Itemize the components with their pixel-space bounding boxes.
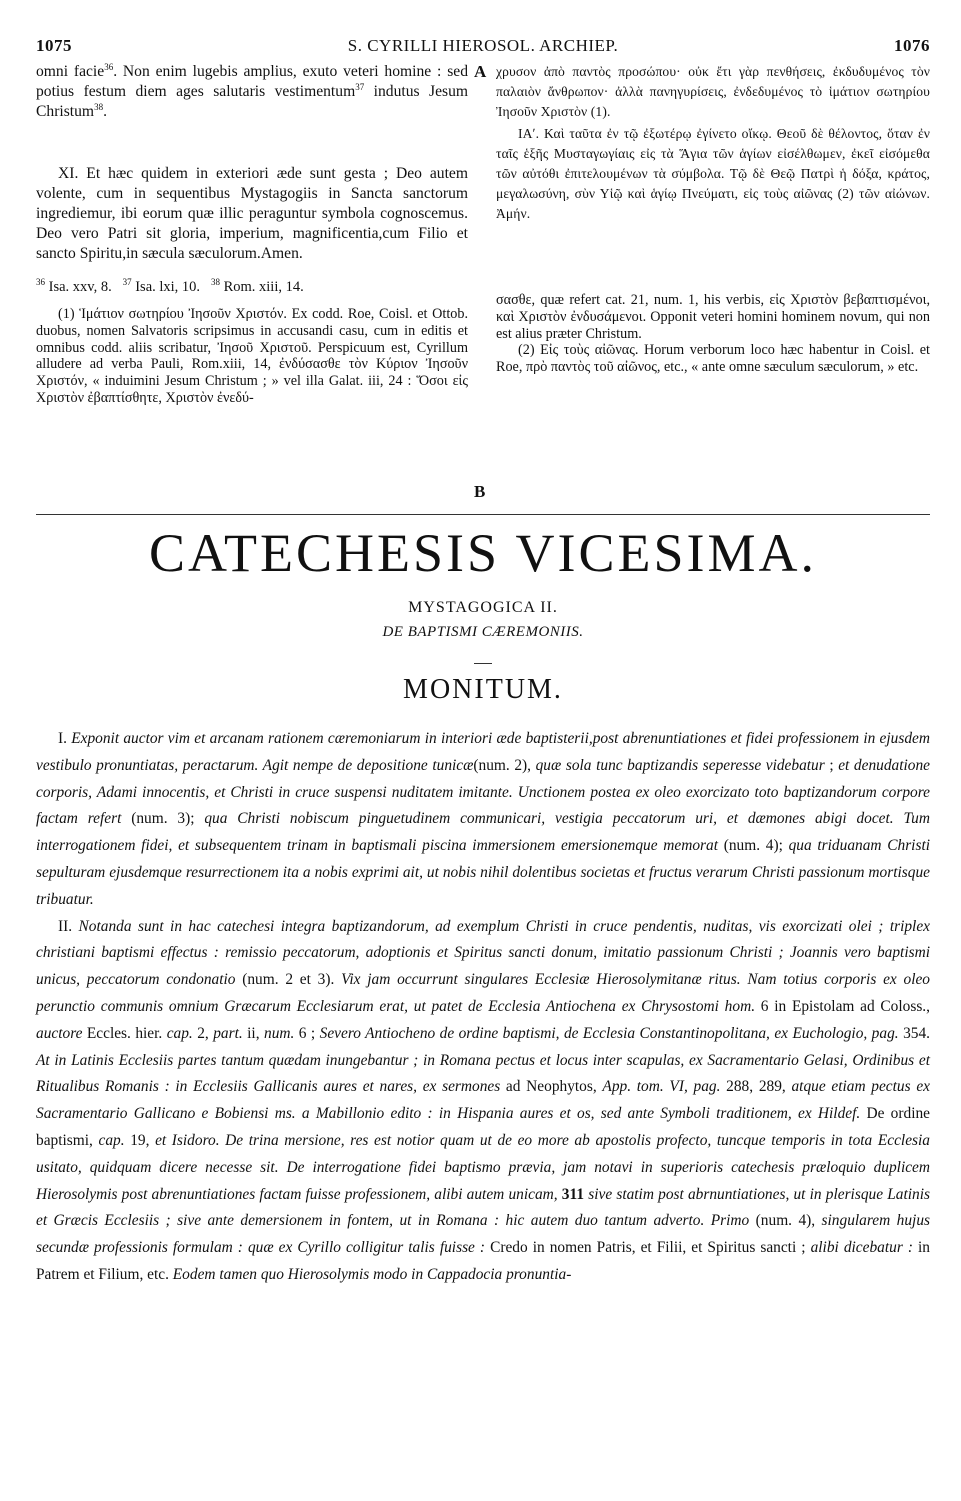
- running-header: [36, 36, 930, 62]
- greek-column: [496, 62, 930, 376]
- column-marker-a: A: [474, 62, 487, 81]
- catechesis-subtitle-2: DE BAPTISMI CÆREMONIIS.: [382, 624, 584, 640]
- footnote-1-continued: σασθε, quæ refert cat. 21, num. 1, his verbis, εἰς Χριστὸν βεβαπτισμένοι, καὶ Χριστὸν ἐνδυσάμενοι. Opponit veteri homini hominem novum, qui non est alius præter Christum.: [496, 292, 930, 342]
- catechesis-subtitle: MYSTAGOGICA II.: [408, 599, 558, 616]
- latin-paragraph-2: XI. Et hæc quidem in exteriori æde sunt gesta ; Deo autem volente, cum in sequentibus Mystagogiis in Sancta sanctorum ingrediemur, ibi eorum quæ illic peraguntur symbola cognoscemus. Deo vero Patri sit gloria, imperium, magnificentia,cum Filio et sancto Spiritu,in sæcula sæculorum.Amen.: [36, 165, 468, 262]
- title-dash: [474, 663, 492, 664]
- upper-columns: [36, 62, 930, 502]
- catechesis-title: CATECHESIS VICESIMA.: [148, 523, 818, 583]
- monitum-heading: MONITUM.: [403, 674, 563, 705]
- scripture-references: $^{36}$ Isa. xxv, 8. $^{37}$ Isa. lxi, 10. $^{38}$ Rom. xiii, 14.: [36, 277, 304, 295]
- monitum-body: [36, 726, 930, 1289]
- monitum-paragraph-1: I. Exponit auctor vim et arcanam rationem cæremoniarum in interiori æde baptisterii,post abrenuntiationes et fidei professionem in ejusdem vestibulo pronuntiatas, peractarum. Agit nempe de depositione tunicæ(num. 2), quæ sola tunc baptizandis seperesse videbatur ; et denudatione corporis, Adami innocentis, et Christi in cruce suspensi nuditatem imitante. Unctionem postea ex oleo exorcizato toto baptizandorum corpore factam refert (num. 3); qua Christi nobiscum pinguetudinem communicari, vestigia peccatorum uri, et dæmones abigi docet. Tum interrogationem fidei, et subsequentem trinam in baptismali piscina immersionem emersionemque memorat (num. 4); qua triduanam Christi sepulturam ejusdemque resurrectionem ita a nobis exprimi ait, ut nobis nihil dolentibus societas et fructus verarum Christi passionum mortisque tribuatur.: [36, 730, 931, 908]
- latin-paragraph-1: omni facie$^{36}$. Non enim lugebis amplius, exuto veteri homine : sed potius festum diem ages salutaris vestimentum$^{37}$ indutus Jesum Christum$^{38}$.: [36, 61, 468, 120]
- page: [36, 36, 931, 1283]
- page-number-left: 1075: [36, 36, 72, 55]
- running-title: S. CYRILLI HIEROSOL. ARCHIEP.: [347, 36, 619, 55]
- greek-paragraph-2: ΙΑʹ. Καὶ ταῦτα ἐν τῷ ἐξωτέρῳ ἐγίνετο οἴκῳ. Θεοῦ δὲ θέλοντος, ὅταν ἐν ταῖς ἑξῆς Μυσταγωγίαις εἰς τὰ Ἅγια τῶν ἁγίων εἰσέλθωμεν, ἐκεῖ εἰσόμεθα τῶν αὐτόθι ἐπιτελουμένων τὰ σύμβολα. Τῷ δὲ Θεῷ Πατρὶ ἡ δόξα, κράτος, μεγαλωσύνη, σὺν Υἱῷ καὶ ἁγίῳ Πνεύματι, εἰς τοὺς αἰῶνας (2) τῶν αἰώνων. Ἀμήν.: [496, 126, 930, 221]
- section-rule: [36, 514, 930, 515]
- footnote-2: (2) Εἰς τοὺς αἰῶνας. Horum verborum loco hæc habentur in Coisl. et Roe, πρὸ παντὸς τοῦ αἰῶνος, etc., « ante omne sæculum sæculorum, » etc.: [496, 342, 930, 376]
- footnote-1: (1) Ἱμάτιον σωτηρίου Ἰησοῦν Χριστόν. Ex codd. Roe, Coisl. et Ottob. duobus, nomen Salvatoris scripsimus in accusandi casu, cum in editis et omnibus codd. aliis scribatur, Ἰησοῦ Χριστοῦ. Perspicuum est, Cyrillum alludere ad verba Pauli, Rom.xiii, 14, ἐνδύσασθε τὸν Κύριον Ἰησοῦν Χριστόν, « induimini Jesum Christum ; » vel illa Galat. iii, 24 : Ὅσοι εἰς Χριστὸν ἐβαπτίσθητε, Χριστὸν ἐνεδύ-: [36, 306, 468, 406]
- page-number-right: 1076: [894, 36, 930, 55]
- monitum-paragraph-2: II. Notanda sunt in hac catechesi integra baptizandorum, ad exemplum Christi in cruce pendentis, nuditas, vis exorcizati olei ; triplex christiani baptismi effectus : remissio peccatorum, adoptionis et Spiritus sancti donum, imitatio passionum Christi ; Joannis vero baptismi unicus, peccatorum condonatio (num. 2 et 3). Vix jam occurrunt singulares Ecclesiæ Hierosolymitanæ ritus. Nam totius corporis ex oleo perunctio communis omnium Græcarum Ecclesiarum erat, ut patet de Ecclesia Antiochena ex Chrysostomi hom. 6 in Epistolam ad Coloss., auctore Eccles. hier. cap. 2, part. ii, num. 6 ; Severo Antiocheno de ordine baptismi, de Ecclesia Constantinopolitana, ex Euchologio, pag. 354. At in Latinis Ecclesiis partes tantum quædam inungebantur ; in Romana pectus et locus inter scapulas, ex Sacramentario Gelasi, Ordinibus et Ritualibus Romanis : in Ecclesiis Gallicanis aures et nares, ex sermones ad Neophytos, App. tom. VI, pag. 288, 289, atque etiam pectus ex Sacramentario Gallicano e Bobiensi ms. a Mabillonio edito : in Hispania aures et os, sed ante Symboli traditionem, ex Hildef. De ordine baptismi, cap. 19, et Isidoro. De trina mersione, res est notior quam ut de eo more ab apostolis profecto, tuncque temporis in tota Ecclesia usitato, quidquam dicere necesse sit. De interrogatione fidei baptismo prævia, jam notavi in superioris catechesis præloquio duplicem Hierosolymis post abrenuntiationes factam fuisse professionem, alibi autem unicam, 311 sive statim post abrnuntiationes, ut in plerisque Latinis et Græcis Ecclesiis ; sive ante demersionem in fontem, ut in Romana : hic autem duo tantum adverto. Primo (num. 4), singularem hujus secundæ professionis formulam : quæ ex Cyrillo colligitur talis fuisse : Credo in nomen Patris, et Filii, et Spiritus sancti ; alibi dicebatur : in Patrem et Filium, etc. Eodem tamen quo Hierosolymis modo in Cappadocia pronuntia-: [36, 917, 931, 1283]
- latin-column: [36, 62, 468, 407]
- column-marker-b: B: [474, 482, 486, 501]
- greek-paragraph-1: χρυσον ἀπὸ παντὸς προσώπου· οὐκ ἔτι γὰρ πενθήσεις, ἐκδυδυμένος τὸν παλαιὸν ἄνθρωπον· ἀλλὰ πανηγυρίσεις, ἐνδεδυμένος τὸ ἱμάτιον σωτηρίου Ἰησοῦν Χριστὸν (1).: [496, 64, 930, 119]
